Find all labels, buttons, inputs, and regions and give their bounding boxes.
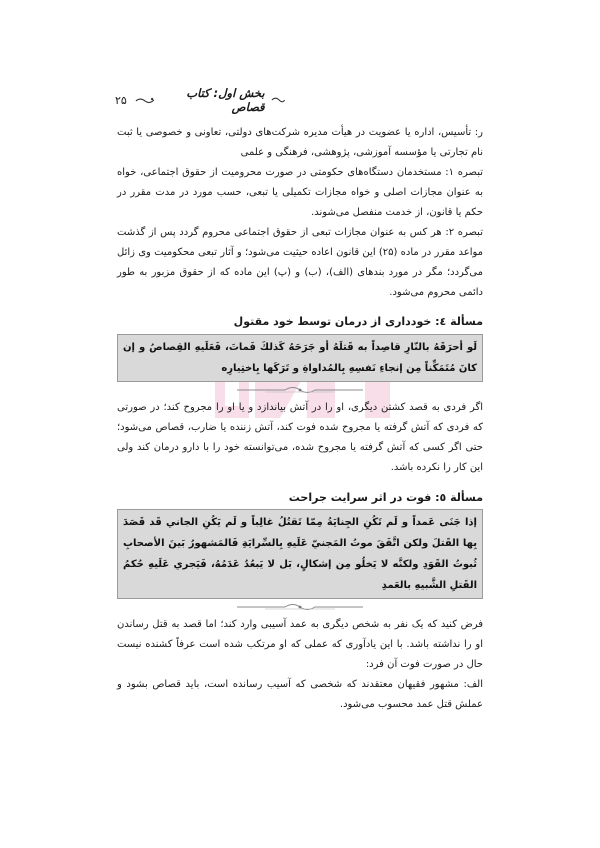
section-title: بخش اول: کتاب قصاص [186,86,265,114]
issue-5-explanation: فرض کنید که یک نفر به شخص دیگری به عمد آسیبی وارد کند؛ اما قصد به قتل رساندن او را نداشته باشد. با این یادآوری که عملی که او مرتکب شده است عرفاً کشنده نیست حال در صورت فوت آن فرد: [117,619,483,670]
running-header [115,86,285,114]
issue-5-arabic-text-box: إذا جَنَى عَمداً و لَم تَكُنِ الجِنايَةُ مِمّا تَقتُلُ غالِباً و لَم يَكُنِ الجاني قَد قَصَدَ بِها القَتلَ ولكن اتَّفَقَ موتُ المَجنيّ عَلَيهِ بِالسِّرايَةِ فَالمَشهورُ بَينَ الأصحابِ ثُبوتُ القَوَدِ ولكنَّه لا يَخلُو مِن إشكالٍ، بَل لا يَبعُدُ عَدَمُهُ، فَيَجري عَلَيهِ حُكمُ القَتلِ الشَّبيهِ بالعَمدِ [117,509,483,599]
decorative-divider-icon [235,384,365,396]
page-body [117,123,483,715]
issue-5-item-alef: الف: مشهور فقیهان معتقدند که شخصی که آسیب رسانده است، باید قصاص بشود و عملش قتل عمد محسوب می‌شود. [117,679,483,710]
clause-r-paragraph: ر: تأسیس، اداره یا عضویت در هیأت مدیره شرکت‌های دولتی، تعاونی و خصوصی یا ثبت نام تجارتی یا مؤسسه آموزشی، پژوهشی، فرهنگی و علمی [117,127,483,158]
decorative-divider-icon [235,601,365,613]
swirl-ornament-icon [271,95,285,105]
issue-5-heading: مسألة ٥: فوت در اثر سرایت جراحت [288,491,483,504]
issue-4-heading: مسألة ٤: خودداری از درمان توسط خود مقتول [233,315,483,328]
issue-4-explanation: اگر فردی به قصد کشتن دیگری، او را در آتش بیاندازد و یا او را مجروح کند؛ در صورتی که فردی که آتش گرفته یا مجروح شده فوت کند، آتش زننده یا ضارب، قصاص می‌شود؛ حتی اگر کسی که آتش گرفته یا مجروح شده، می‌توانسته خود را با دارو درمان کند ولی این کار را نکرده باشد. [117,402,483,473]
page-number: ۲۵ [115,93,127,107]
note-1-paragraph: تبصره ۱: مستخدمان دستگاه‌های حکومتی در صورت محرومیت از حقوق اجتماعی، خواه به عنوان مجازات اصلی و خواه مجازات تکمیلی یا تبعی، حسب مورد در مدت مقرر در حکم یا قانون، از خدمت منفصل می‌شوند. [117,167,483,218]
swirl-ornament-icon [135,95,155,105]
note-2-paragraph: تبصره ۲: هر کس به عنوان مجازات تبعی از حقوق اجتماعی محروم گردد پس از گذشت مواعد مقرر در ماده (۲۵) این قانون اعاده حیثیت می‌شود؛ و آثار تبعی محکومیت وی زائل می‌گردد؛ مگر در مورد بندهای (الف)، (ب) و (پ) این ماده که از حقوق مزبور به طور دائمی محروم می‌شود. [117,227,484,298]
issue-4-arabic-text-box: لَو أحرَقَهُ بالنّارِ قاصِداً به قَتلَهُ أو جَرَحَهُ كَذلكَ فَماتَ، فَعَلَيهِ القِصاصُ و إن كانَ مُتَمَكِّناً مِن إنجاءِ نَفسِهِ بِالمُداواةِ و تَرَكَها بِاختِيارِه [117,334,483,382]
